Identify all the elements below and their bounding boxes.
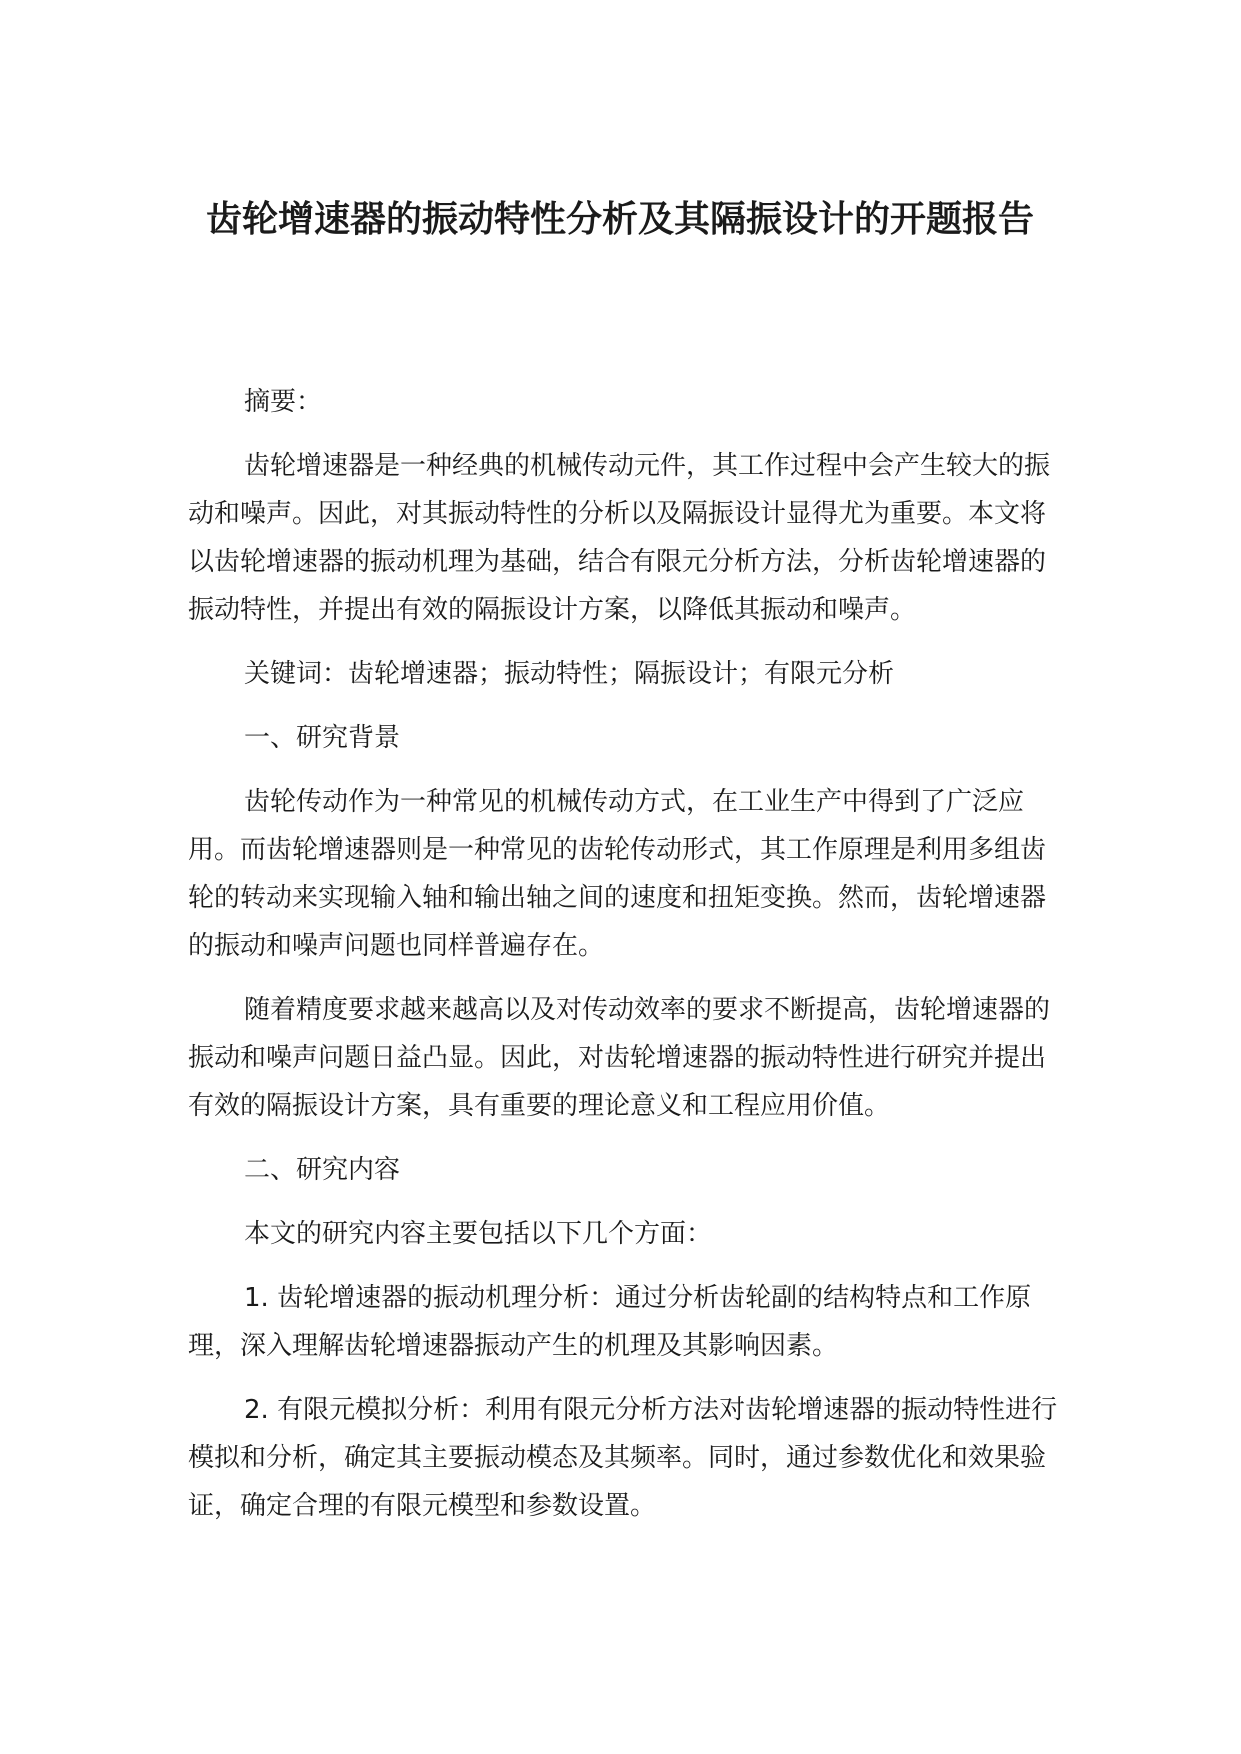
abstract-heading: 摘要： (244, 387, 323, 417)
section-heading-background: 一、研究背景 (244, 723, 401, 753)
background-paragraph-2: 随着精度要求越来越高以及对传动效率的要求不断提高，齿轮增速器的振动和噪声问题日益凸显。因此，对齿轮增速器的振动特性进行研究并提出有效的隔振设计方案，具有重要的理论意义和工程应用价值。 (188, 995, 1051, 1121)
background-paragraph-1: 齿轮传动作为一种常见的机械传动方式，在工业生产中得到了广泛应用。而齿轮增速器则是一种常见的齿轮传动形式，其工作原理是利用多组齿轮的转动来实现输入轴和输出轴之间的速度和扭矩变换。然而，齿轮增速器的振动和噪声问题也同样普遍存在。 (188, 787, 1047, 961)
content-item-1: 1. 齿轮增速器的振动机理分析：通过分析齿轮副的结构特点和工作原理，深入理解齿轮增速器振动产生的机理及其影响因素。 (188, 1283, 1032, 1361)
keywords-paragraph: 关键词：齿轮增速器；振动特性；隔振设计；有限元分析 (244, 659, 895, 689)
content-intro-paragraph: 本文的研究内容主要包括以下几个方面： (244, 1219, 713, 1249)
document-title: 齿轮增速器的振动特性分析及其隔振设计的开题报告 (205, 199, 1034, 240)
section-heading-content: 二、研究内容 (244, 1155, 401, 1185)
content-item-2: 2. 有限元模拟分析：利用有限元分析方法对齿轮增速器的振动特性进行模拟和分析，确定其主要振动模态及其频率。同时，通过参数优化和效果验证，确定合理的有限元模型和参数设置。 (188, 1395, 1058, 1521)
abstract-paragraph: 齿轮增速器是一种经典的机械传动元件，其工作过程中会产生较大的振动和噪声。因此，对其振动特性的分析以及隔振设计显得尤为重要。本文将以齿轮增速器的振动机理为基础，结合有限元分析方法，分析齿轮增速器的振动特性，并提出有效的隔振设计方案，以降低其振动和噪声。 (188, 451, 1051, 625)
document-body (188, 378, 1062, 1546)
